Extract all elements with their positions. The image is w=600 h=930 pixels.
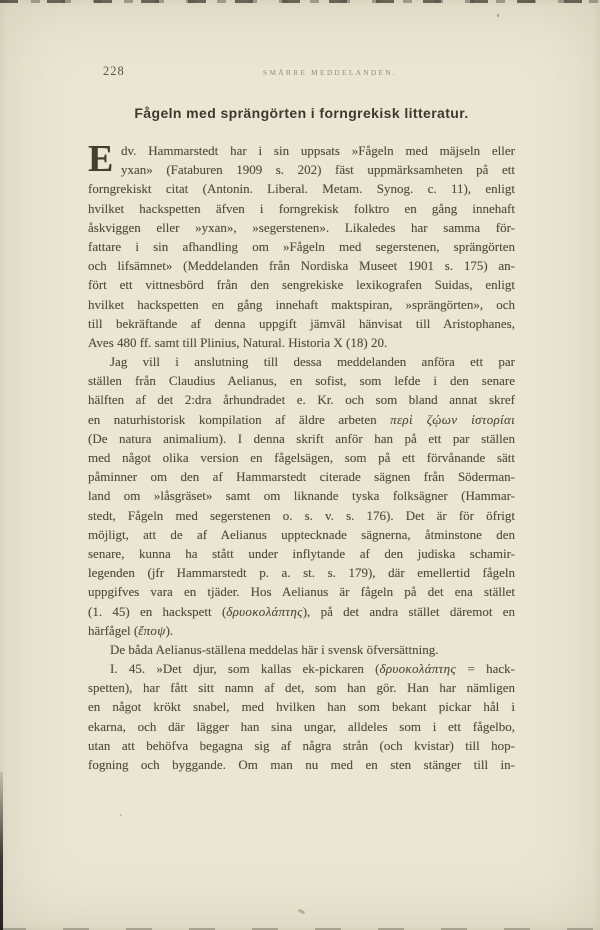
page-header	[0, 64, 600, 80]
scan-edge-left	[0, 772, 3, 930]
text-line: ekarna, och där lägger han sina ungar, alldeles som i ett fågelbo,	[88, 718, 515, 734]
text-line: land om »låsgräset» samt om liknande tyska folksägner (Hammar-	[88, 488, 515, 504]
text-line: fattare i sin afhandling om »Fågeln med segerstenen, sprängörten	[88, 238, 515, 254]
text-line: forngrekiskt citat (Antonin. Liberal. Metam. Synog. c. 11), enligt	[88, 181, 515, 197]
text-line: yxan» (Fataburen 1909 s. 202) fäst uppmärksamheten på ett	[121, 162, 515, 178]
text-line: en något krökt snabel, med hvilken han som bekant pickar hål i	[88, 699, 515, 715]
scan-speck	[298, 909, 306, 915]
text-line: Aves 480 ff. samt till Plinius, Natural. Historia X (18) 20.	[88, 334, 388, 350]
text-line: en naturhistorisk kompilation af äldre arbeten περὶ ζῴων ἱστορίαι	[88, 411, 515, 427]
text-line: hvilket hackspetten en gång innehaft maktspiran, »sprängörten», och	[88, 296, 515, 312]
text-line: spetten), har fått sitt namn af det, som han gör. Han har nämligen	[88, 680, 515, 696]
text-line: utan att behöfva begagna sig af några strån (och kvistar) till hop-	[88, 737, 515, 753]
running-header: SMÄRRE MEDDELANDEN.	[263, 68, 397, 77]
text-line: härfågel (ἔποψ).	[88, 622, 174, 638]
scan-edge-top	[0, 0, 600, 3]
text-line: I. 45. »Det djur, som kallas ek-pickaren (δρυοκολάπτης = hack-	[110, 661, 516, 677]
text-line: senare, kunna ha stått under inflytande af den judiska schamir-	[88, 545, 515, 561]
drop-cap: E	[88, 138, 114, 180]
text-line: fogning och byggande. Om man nu med en sten stänger till in-	[88, 757, 515, 772]
text-line: (De natura animalium). I denna skrift anför han på ett par ställen	[88, 430, 515, 446]
text-line: Jag vill i anslutning till dessa meddelanden anföra ett par	[110, 354, 515, 370]
text-line: De båda Aelianus-ställena meddelas här i svensk öfversättning.	[110, 641, 439, 657]
text-line: uppgifves vara en tjäder. Hos Aelianus är fågeln på det ena stället	[88, 584, 515, 600]
page-number: 228	[103, 64, 125, 78]
text-line: med något olika version en fågelsägen, som på ett förvånande sätt	[88, 450, 515, 465]
scan-speck	[120, 814, 122, 816]
paragraph	[88, 640, 515, 659]
text-line: och lifsämnet» (Meddelanden från Nordiska Museet 1901 s. 175) an-	[88, 258, 515, 274]
paragraph	[88, 352, 515, 640]
scan-speck	[497, 14, 499, 17]
article-title: Fågeln med sprängörten i forngrekisk litteratur.	[134, 105, 469, 121]
text-line: åskviggen eller »yxan», »segerstenen». Likaledes har samma för-	[88, 219, 515, 235]
text-line: (1. 45) en hackspett (δρυοκολάπτης), på det andra stället däremot en	[88, 603, 515, 619]
text-line: ställen från Claudius Aelianus, en sofist, som lefde i den senare	[88, 373, 515, 389]
text-line: dv. Hammarstedt har i sin uppsats »Fågeln med mäjseln eller	[121, 143, 515, 158]
paragraph	[88, 138, 515, 352]
text-line: till bekräftande af denna uppgift jämväl hänvisat till Aristophanes,	[88, 315, 515, 331]
body-text	[88, 138, 516, 774]
text-line: fört ett vittnesbörd från den sengrekiske lexikografen Suidas, enligt	[88, 277, 515, 293]
text-line: hvilket hackspetten äfven i forngrekisk folktro en gång innehaft	[88, 200, 515, 216]
text-line: påminner om den af Hammarstedt citerade sägnen från Söderman-	[88, 469, 515, 485]
text-line: möjligt, att de af Aelianus upptecknade sägnerna, åtminstone den	[88, 526, 515, 542]
text-line: hälften af det 2:dra århundradet e. Kr. och som bland annat skref	[88, 392, 515, 408]
text-line: stedt, Fågeln med segerstenen o. s. v. s. 176). Det är för öfrigt	[88, 507, 515, 523]
paragraph	[88, 659, 515, 774]
text-line: legenden (jfr Hammarstedt p. a. st. s. 179), där emellertid fågeln	[88, 565, 515, 581]
